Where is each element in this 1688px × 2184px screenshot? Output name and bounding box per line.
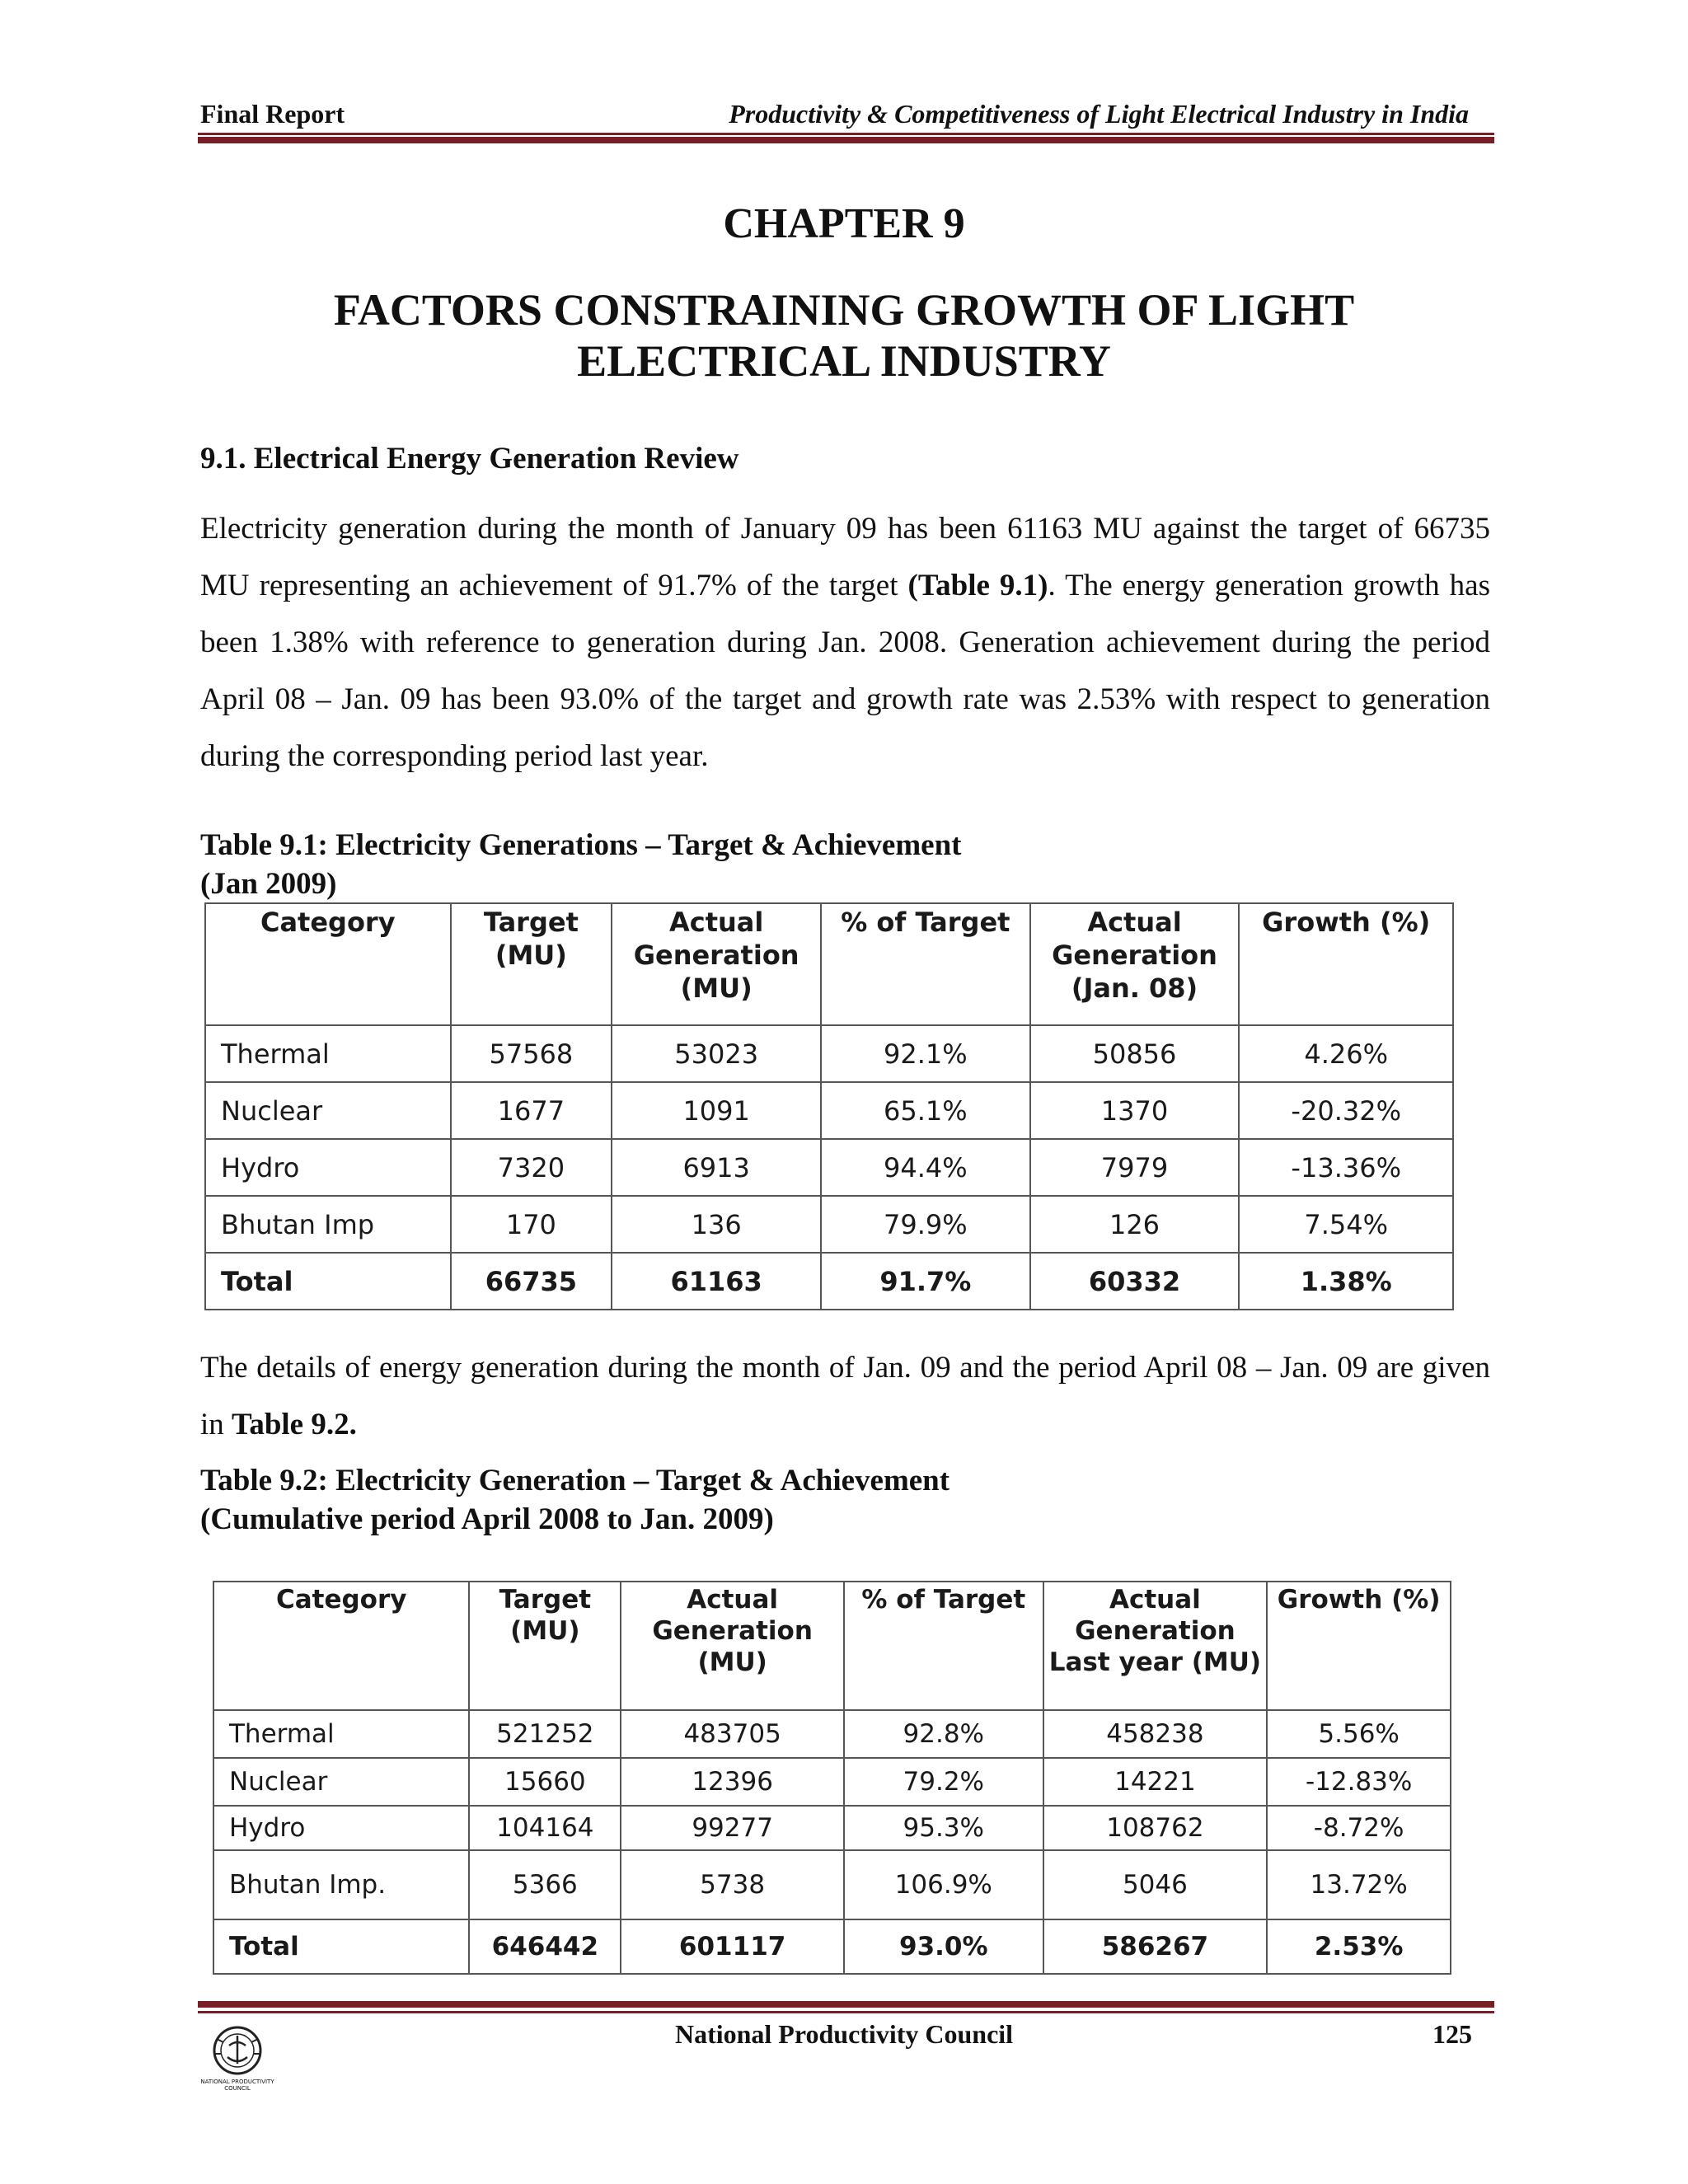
footer-rule-thin <box>198 2011 1494 2013</box>
table-cell: Thermal <box>205 1025 451 1082</box>
table-cell: Hydro <box>205 1139 451 1196</box>
table-cell: 136 <box>612 1196 821 1253</box>
table-cell: 5.56% <box>1267 1710 1451 1758</box>
paragraph-2 <box>200 1339 1490 1453</box>
table-cell: 53023 <box>612 1025 821 1082</box>
table-cell: -20.32% <box>1239 1082 1453 1139</box>
table-cell: 91.7% <box>821 1253 1030 1310</box>
table-row-total <box>213 1919 1451 1974</box>
header-right: Productivity & Competitiveness of Light Electrical Industry in India <box>729 99 1469 129</box>
paragraph-1 <box>200 500 1490 785</box>
table-cell: Nuclear <box>213 1758 469 1806</box>
table-cell: 95.3% <box>844 1806 1043 1850</box>
table-row <box>205 1196 1453 1253</box>
table-row <box>213 1850 1451 1919</box>
table-cell: 60332 <box>1030 1253 1240 1310</box>
paragraph-2-table-ref: Table 9.2. <box>232 1408 357 1441</box>
table1-caption <box>200 826 961 903</box>
table-cell: 94.4% <box>821 1139 1030 1196</box>
chapter-number: CHAPTER 9 <box>723 200 965 247</box>
table1-header-actual-prev: Actual Generation (Jan. 08) <box>1030 903 1240 1025</box>
table1-caption-line1: Table 9.1: Electricity Generations – Target & Achievement <box>200 828 962 862</box>
table-cell: Bhutan Imp <box>205 1196 451 1253</box>
table-cell: 15660 <box>469 1758 621 1806</box>
table-row <box>205 1139 1453 1196</box>
paragraph-1-table-ref: (Table 9.1) <box>907 569 1048 602</box>
table-cell: 1.38% <box>1239 1253 1453 1310</box>
table-cell: 7.54% <box>1239 1196 1453 1253</box>
table-cell: 104164 <box>469 1806 621 1850</box>
table-cell: 646442 <box>469 1919 621 1974</box>
table-cell: 586267 <box>1043 1919 1268 1974</box>
table-row <box>205 1025 1453 1082</box>
table-cell: 61163 <box>612 1253 821 1310</box>
chapter-title: FACTORS CONSTRAINING GROWTH OF LIGHT ELECTRICAL INDUSTRY <box>333 285 1355 386</box>
table1-header-growth: Growth (%) <box>1239 903 1453 1025</box>
table-cell: 458238 <box>1043 1710 1268 1758</box>
table-cell: 483705 <box>621 1710 844 1758</box>
header-rule-thick <box>198 137 1494 143</box>
table-cell: -12.83% <box>1267 1758 1451 1806</box>
table1-header-category: Category <box>205 903 451 1025</box>
table-cell: 2.53% <box>1267 1919 1451 1974</box>
table1-header-pct-target: % of Target <box>821 903 1030 1025</box>
table-cell: 92.8% <box>844 1710 1043 1758</box>
table-cell: 93.0% <box>844 1919 1043 1974</box>
table2-caption <box>200 1461 950 1539</box>
table-cell: 65.1% <box>821 1082 1030 1139</box>
table-cell: Nuclear <box>205 1082 451 1139</box>
table2-caption-line2: (Cumulative period April 2008 to Jan. 2009) <box>200 1502 774 1536</box>
table2-header-pct-target: % of Target <box>844 1582 1043 1710</box>
section-heading: 9.1. Electrical Energy Generation Review <box>200 442 739 476</box>
table-cell: -8.72% <box>1267 1806 1451 1850</box>
table-cell: 50856 <box>1030 1025 1240 1082</box>
table-cell: 7320 <box>451 1139 612 1196</box>
header-left: Final Report <box>200 99 345 129</box>
table-cell: 5366 <box>469 1850 621 1919</box>
table-cell: Total <box>213 1919 469 1974</box>
table-cell: 126 <box>1030 1196 1240 1253</box>
table-cell: Hydro <box>213 1806 469 1850</box>
table1-header-row <box>205 903 1453 1025</box>
paragraph-2-text: The details of energy generation during the month of Jan. 09 and the period April 08 – Jan. 09 are given in <box>200 1351 1490 1441</box>
table-cell: 601117 <box>621 1919 844 1974</box>
table2-header-target: Target (MU) <box>469 1582 621 1710</box>
table-cell: 1370 <box>1030 1082 1240 1139</box>
table-cell: 521252 <box>469 1710 621 1758</box>
table-cell: 4.26% <box>1239 1025 1453 1082</box>
table1-header-target: Target (MU) <box>451 903 612 1025</box>
table-cell: 92.1% <box>821 1025 1030 1082</box>
table-row-total <box>205 1253 1453 1310</box>
table1-caption-line2: (Jan 2009) <box>200 867 337 901</box>
table-row <box>205 1082 1453 1139</box>
paragraph-1-text-b: . The energy generation growth has been 1.38% with reference to generation during Jan. 2008. Generation achievement during the period April 08 – Jan. 09 has been 93.0% of the target and growth rate was 2.53% with respect to generation during the corresponding period last year. <box>200 569 1490 773</box>
table-cell: 79.2% <box>844 1758 1043 1806</box>
logo-caption: NATIONAL PRODUCTIVITY COUNCIL <box>200 2079 274 2092</box>
table-cell: 79.9% <box>821 1196 1030 1253</box>
table-cell: Total <box>205 1253 451 1310</box>
table-cell: -13.36% <box>1239 1139 1453 1196</box>
table-cell: 7979 <box>1030 1139 1240 1196</box>
table-9-2 <box>213 1581 1451 1975</box>
table-cell: 99277 <box>621 1806 844 1850</box>
table-cell: 66735 <box>451 1253 612 1310</box>
table2-caption-line1: Table 9.2: Electricity Generation – Target & Achievement <box>200 1464 950 1497</box>
table2-header-category: Category <box>213 1582 469 1710</box>
footer-rule-thick <box>198 2001 1494 2008</box>
table-cell: 5738 <box>621 1850 844 1919</box>
table2-header-row <box>213 1582 1451 1710</box>
table2-header-actual-last-year: Actual Generation Last year (MU) <box>1043 1582 1268 1710</box>
table-row <box>213 1710 1451 1758</box>
page-number: 125 <box>1432 2019 1472 2049</box>
table1-header-actual: Actual Generation (MU) <box>612 903 821 1025</box>
table-cell: 1677 <box>451 1082 612 1139</box>
table-cell: 6913 <box>612 1139 821 1196</box>
footer-center: National Productivity Council <box>674 2019 1014 2049</box>
table-row <box>213 1758 1451 1806</box>
table-cell: 170 <box>451 1196 612 1253</box>
table-cell: 5046 <box>1043 1850 1268 1919</box>
table-cell: 106.9% <box>844 1850 1043 1919</box>
table-cell: 108762 <box>1043 1806 1268 1850</box>
table2-header-growth: Growth (%) <box>1267 1582 1451 1710</box>
table-cell: 1091 <box>612 1082 821 1139</box>
header-rule-thin <box>198 133 1494 135</box>
table-cell: Bhutan Imp. <box>213 1850 469 1919</box>
table-cell: 57568 <box>451 1025 612 1082</box>
table-cell: 14221 <box>1043 1758 1268 1806</box>
table-9-1 <box>204 902 1454 1310</box>
table-cell: Thermal <box>213 1710 469 1758</box>
paragraph-1-text-a: Electricity generation during the month of January 09 has been 61163 MU against the target of 66735 MU representing an achievement of 91.7% of the target <box>200 512 1490 602</box>
table-cell: 12396 <box>621 1758 844 1806</box>
table2-header-actual: Actual Generation (MU) <box>621 1582 844 1710</box>
table-cell: 13.72% <box>1267 1850 1451 1919</box>
table-row <box>213 1806 1451 1850</box>
